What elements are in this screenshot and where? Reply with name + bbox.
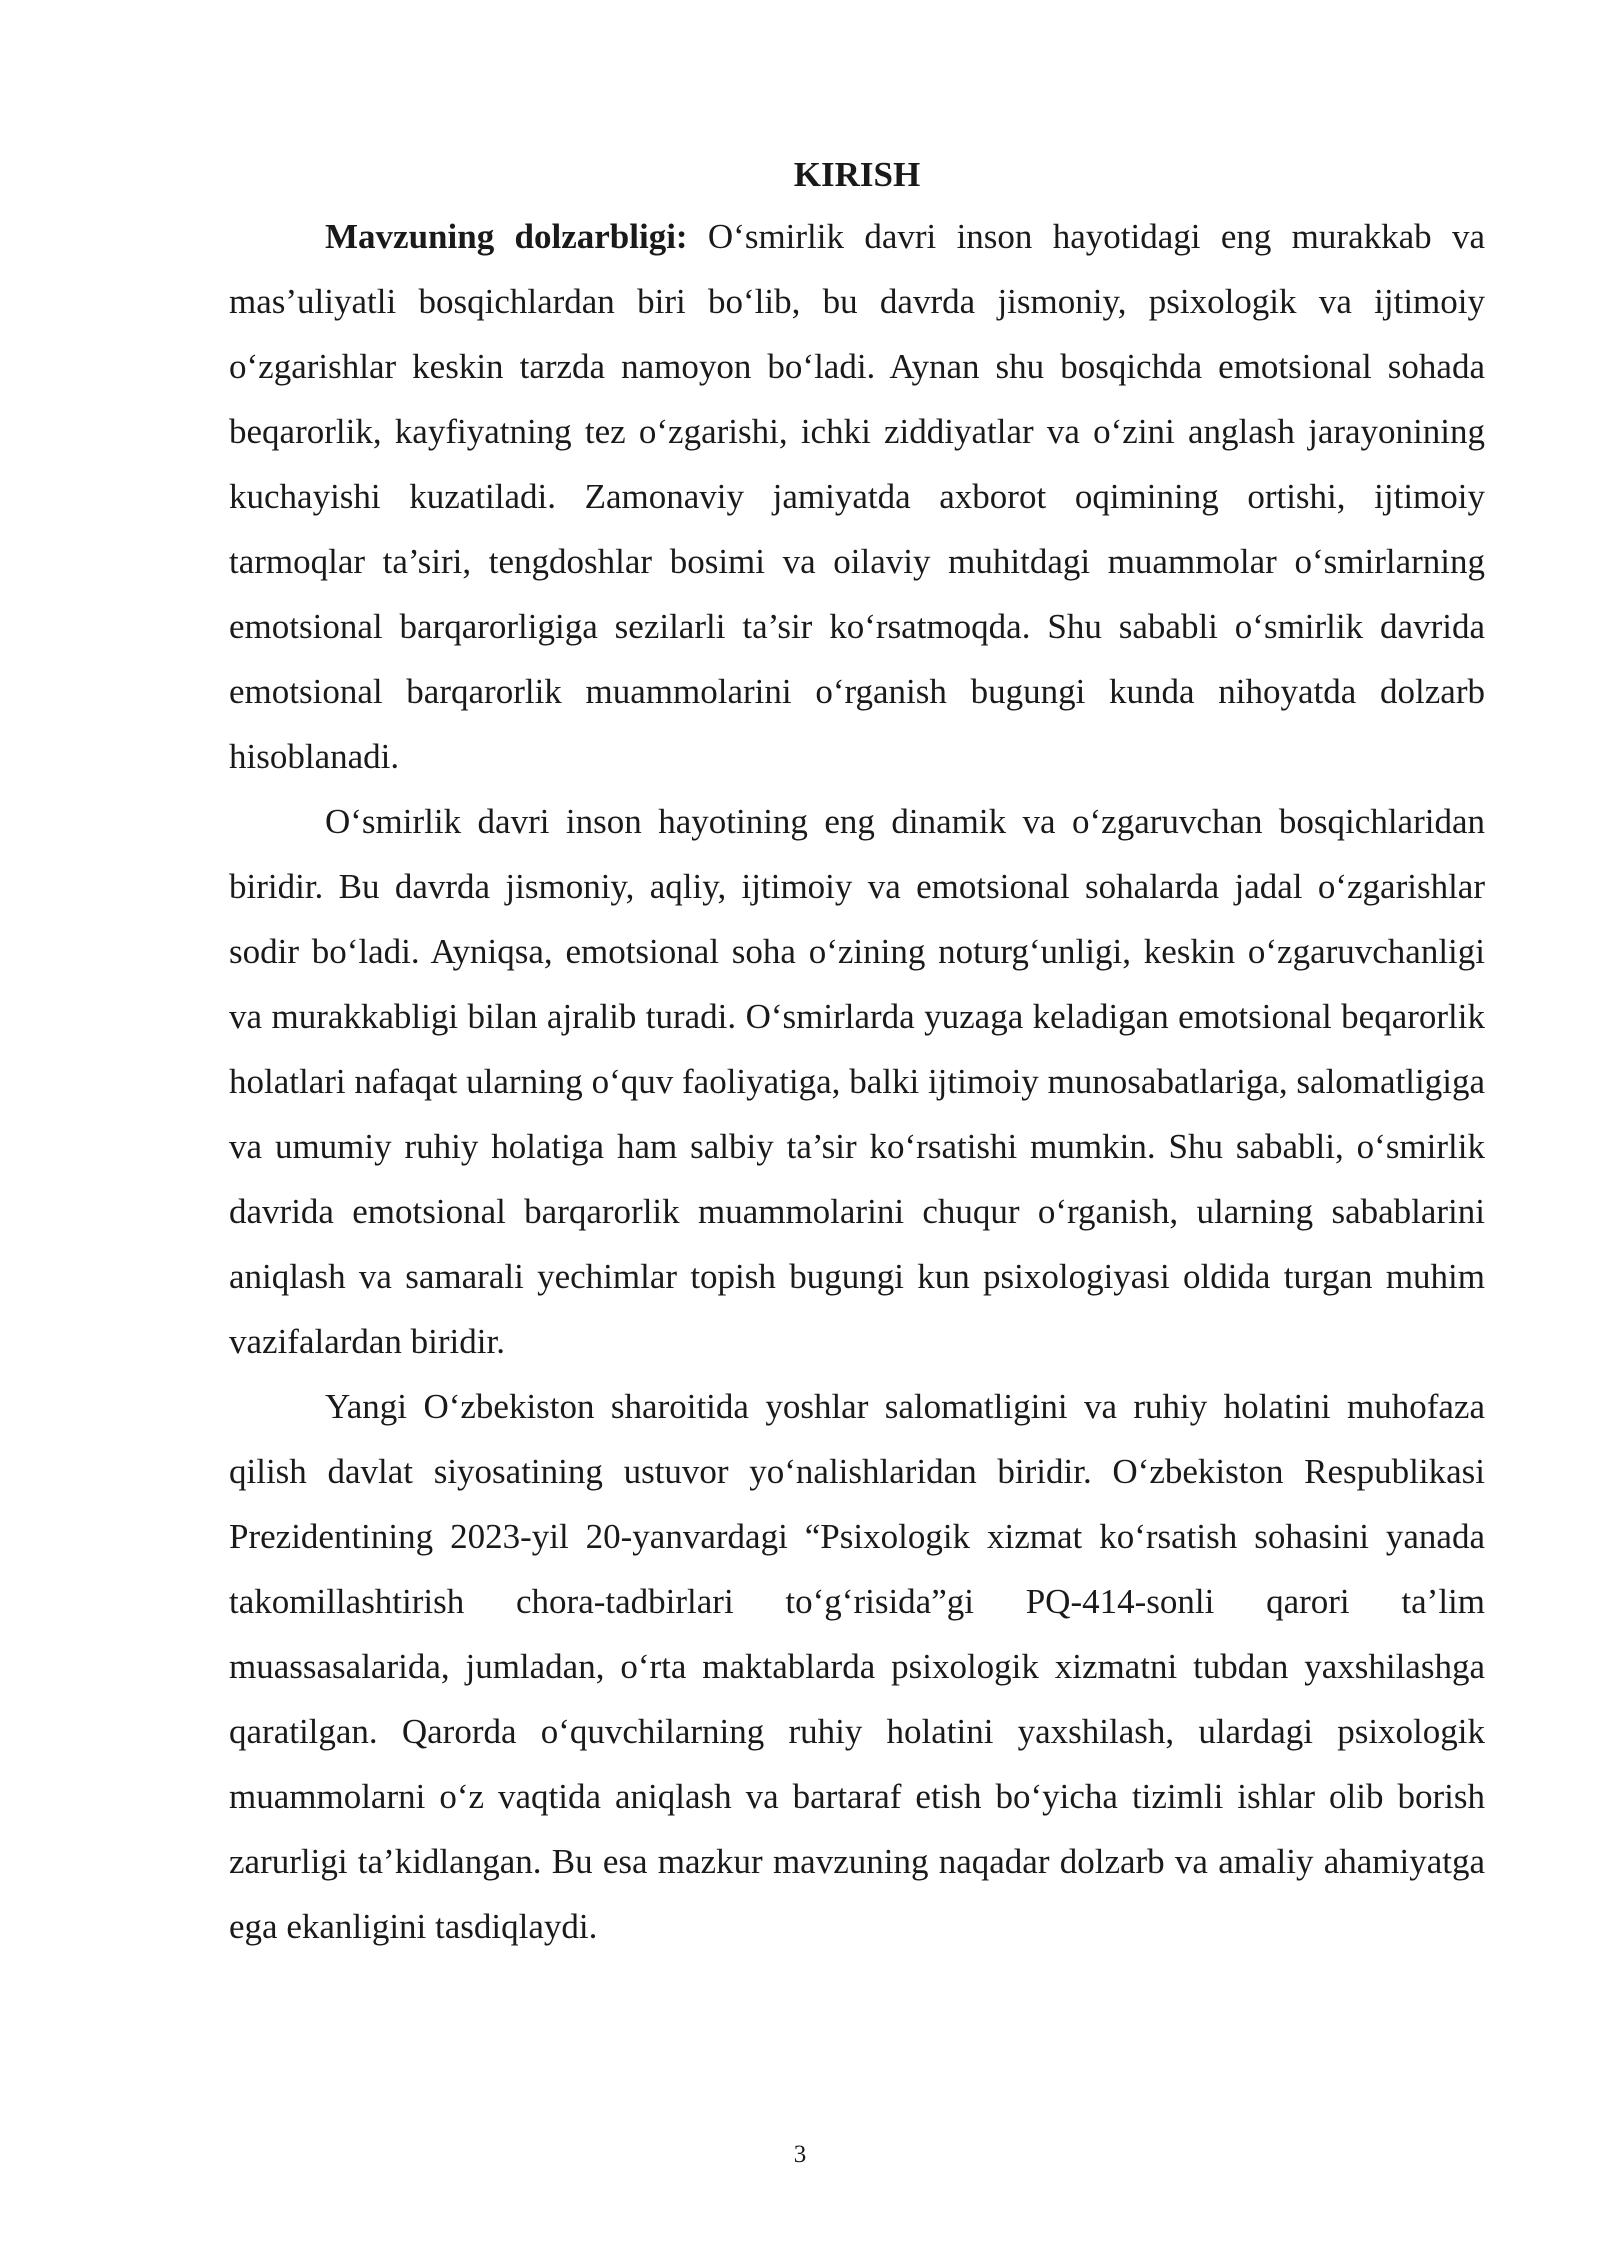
paragraph-text: Yangi O‘zbekiston sharoitida yoshlar salomatligini va ruhiy holatini muhofaza qilish davlat siyosatining ustuvor yo‘nalishlaridan biridir. O‘zbekiston Respublikasi Prezidentining 2023-yil 20-yanvardagi “Psixologik xizmat ko‘rsatish sohasini yanada takomillashtirish chora-tadbirlari to‘g‘risida”gi PQ-414-sonli qarori ta’lim muassasalarida, jumladan, o‘rta maktablarda psixologik xizmatni tubdan yaxshilashga qaratilgan. Qarorda o‘quvchilarning ruhiy holatini yaxshilash, ulardagi psixologik muammolarni o‘z vaqtida aniqlash va bartaraf etish bo‘yicha tizimli ishlar olib borish zarurligi ta’kidlangan. Bu esa mazkur mavzuning naqadar dolzarb va amaliy ahamiyatga ega ekanligini tasdiqlaydi. xyxy=(229,1387,1485,1946)
page-number: 3 xyxy=(793,2141,807,2168)
paragraph-new-uzbekistan xyxy=(229,1374,1485,1959)
relevance-label: Mavzuning dolzarbligi: xyxy=(325,217,688,256)
paragraph-adolescence xyxy=(229,789,1485,1374)
page-content xyxy=(229,146,1485,1959)
paragraph-text: O‘smirlik davri inson hayotining eng dinamik va o‘zgaruvchan bosqichlaridan biridir. Bu davrda jismoniy, aqliy, ijtimoiy va emotsional sohalarda jadal o‘zgarishlar sodir bo‘ladi. Ayniqsa, emotsional soha o‘zining noturg‘unligi, keskin o‘zgaruvchanligi va murakkabligi bilan ajralib turadi. O‘smirlarda yuzaga keladigan emotsional beqarorlik holatlari nafaqat ularning o‘quv faoliyatiga, balki ijtimoiy munosabatlariga, salomatligiga va umumiy ruhiy holatiga ham salbiy ta’sir ko‘rsatishi mumkin. Shu sababli, o‘smirlik davrida emotsional barqarorlik muammolarini chuqur o‘rganish, ularning sabablarini aniqlash va samarali yechimlar topish bugungi kun psixologiyasi oldida turgan muhim vazifalardan biridir. xyxy=(229,802,1485,1361)
paragraph-text: O‘smirlik davri inson hayotidagi eng murakkab va mas’uliyatli bosqichlardan biri bo‘lib, bu davrda jismoniy, psixologik va ijtimoiy o‘zgarishlar keskin tarzda namoyon bo‘ladi. Aynan shu bosqichda emotsional sohada beqarorlik, kayfiyatning tez o‘zgarishi, ichki ziddiyatlar va o‘zini anglash jarayonining kuchayishi kuzatiladi. Zamonaviy jamiyatda axborot oqimining ortishi, ijtimoiy tarmoqlar ta’siri, tengdoshlar bosimi va oilaviy muhitdagi muammolar o‘smirlarning emotsional barqarorligiga sezilarli ta’sir ko‘rsatmoqda. Shu sababli o‘smirlik davrida emotsional barqarorlik muammolarini o‘rganish bugungi kunda nihoyatda dolzarb hisoblanadi. xyxy=(229,217,1485,776)
section-heading: KIRISH xyxy=(793,155,921,194)
paragraph-relevance xyxy=(229,204,1485,789)
